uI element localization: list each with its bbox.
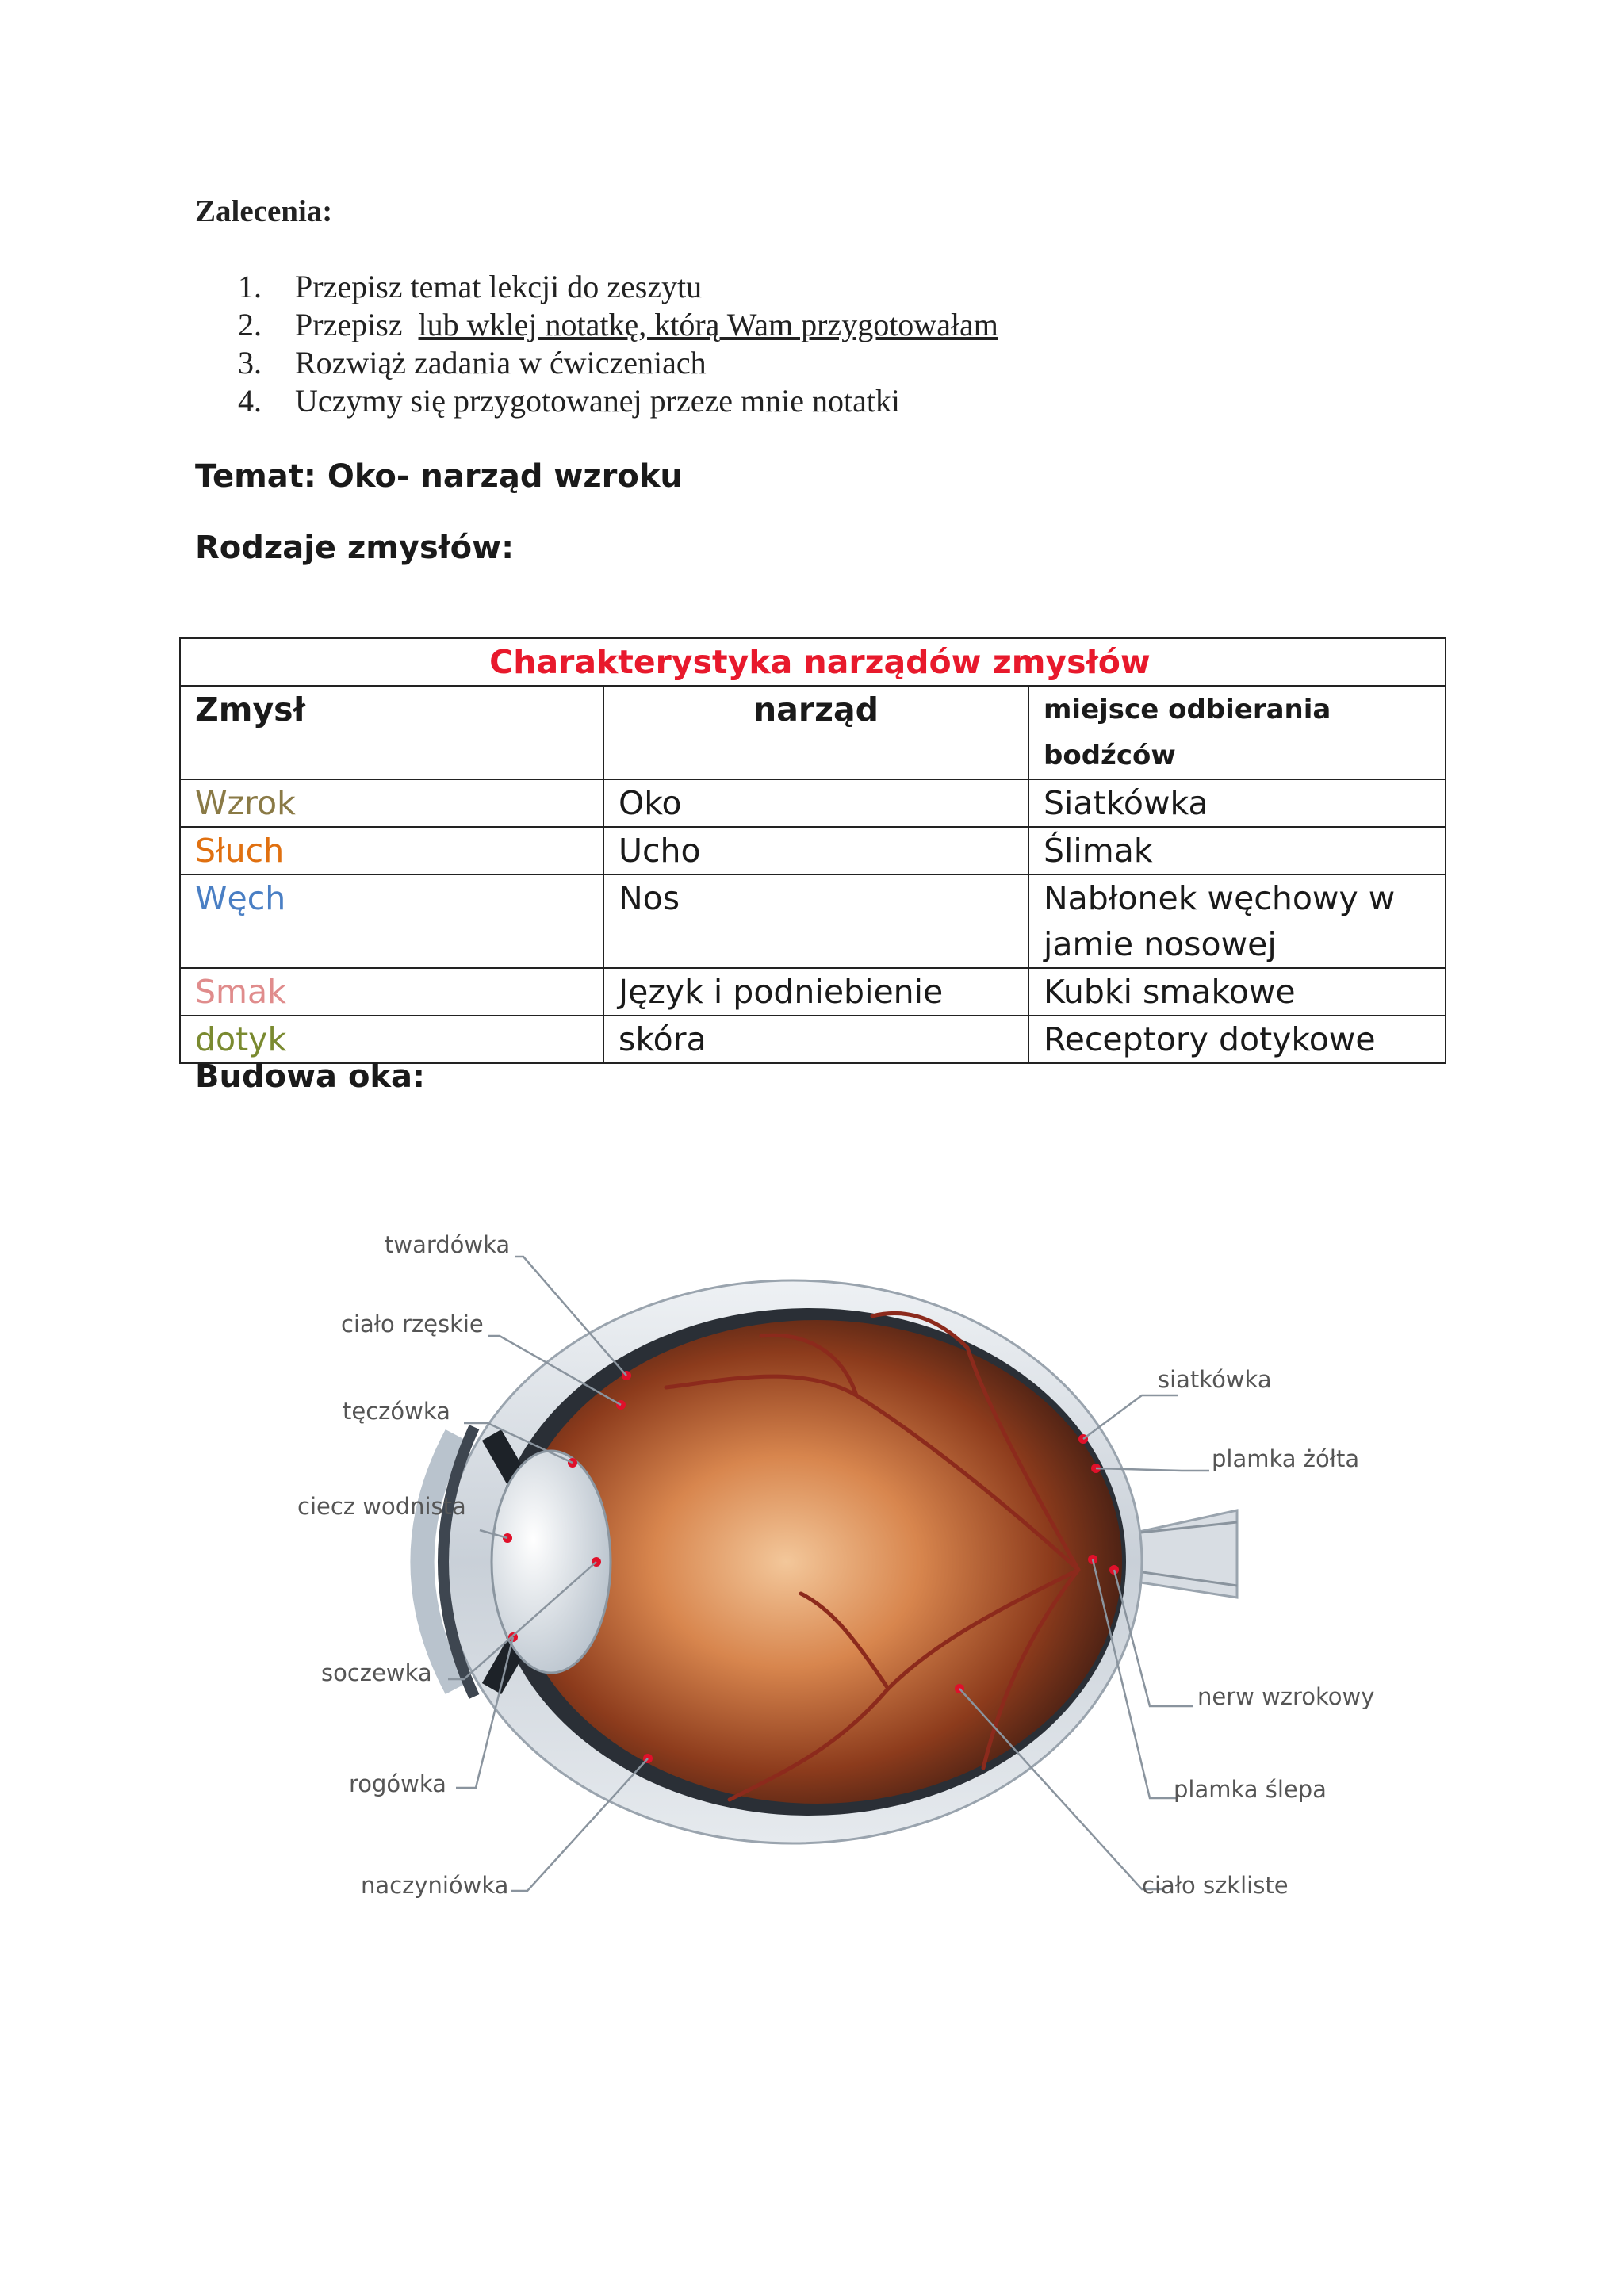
eye-diagram bbox=[285, 1197, 1396, 1911]
recommendations-title: Zalecenia: bbox=[195, 194, 333, 228]
cell-organ: Oko bbox=[603, 779, 1028, 827]
cell-sense: dotyk bbox=[180, 1016, 603, 1063]
cell-place: Kubki smakowe bbox=[1028, 968, 1446, 1016]
senses-table bbox=[179, 637, 1446, 1064]
list-number: 4. bbox=[238, 383, 262, 419]
header-sense: Zmysł bbox=[180, 686, 603, 779]
table-row bbox=[180, 827, 1446, 874]
label-teczowka: tęczówka bbox=[343, 1398, 450, 1425]
table-row bbox=[180, 1016, 1446, 1063]
label-siatkowka: siatkówka bbox=[1158, 1366, 1272, 1393]
label-naczyniowka: naczyniówka bbox=[361, 1872, 509, 1899]
table-caption-row bbox=[180, 638, 1446, 686]
label-plamka-zolta: plamka żółta bbox=[1212, 1445, 1360, 1472]
list-text: Rozwiąż zadania w ćwiczeniach bbox=[295, 345, 707, 381]
table-row bbox=[180, 779, 1446, 827]
list-number: 1. bbox=[238, 269, 262, 304]
table-header-row bbox=[180, 686, 1446, 779]
cell-place: Ślimak bbox=[1028, 827, 1446, 874]
list-text-underlined: lub wklej notatkę, którą Wam przygotowałam bbox=[418, 307, 998, 342]
list-item bbox=[238, 344, 998, 382]
cell-organ: Język i podniebienie bbox=[603, 968, 1028, 1016]
cell-place: Receptory dotykowe bbox=[1028, 1016, 1446, 1063]
label-nerw-wzrokowy: nerw wzrokowy bbox=[1197, 1683, 1375, 1710]
table-row bbox=[180, 874, 1446, 968]
label-soczewka: soczewka bbox=[321, 1659, 432, 1686]
cell-sense: Węch bbox=[180, 874, 603, 968]
list-number: 3. bbox=[238, 345, 262, 381]
list-text: Przepisz temat lekcji do zeszytu bbox=[295, 269, 703, 304]
label-twardowka: twardówka bbox=[385, 1231, 511, 1258]
list-text: Uczymy się przygotowanej przeze mnie notatki bbox=[295, 383, 901, 419]
cell-sense: Wzrok bbox=[180, 779, 603, 827]
label-plamka-slepa: plamka ślepa bbox=[1174, 1776, 1327, 1803]
list-item bbox=[238, 306, 998, 344]
list-number: 2. bbox=[238, 307, 262, 342]
list-text-plain: Przepisz bbox=[295, 307, 411, 342]
cell-sense: Słuch bbox=[180, 827, 603, 874]
senses-heading: Rodzaje zmysłów: bbox=[195, 530, 515, 566]
table-row bbox=[180, 968, 1446, 1016]
table-caption: Charakterystyka narządów zmysłów bbox=[180, 638, 1446, 686]
cell-place: Nabłonek węchowy w jamie nosowej bbox=[1028, 874, 1446, 968]
cell-sense: Smak bbox=[180, 968, 603, 1016]
label-cialo-szkliste: ciało szkliste bbox=[1142, 1872, 1289, 1899]
table-body bbox=[180, 779, 1446, 1063]
label-rogowka: rogówka bbox=[349, 1770, 446, 1797]
header-organ: narząd bbox=[603, 686, 1028, 779]
list-item bbox=[238, 268, 998, 306]
cell-organ: skóra bbox=[603, 1016, 1028, 1063]
label-ciecz-wodnista: ciecz wodnista bbox=[297, 1493, 466, 1520]
cell-place: Siatkówka bbox=[1028, 779, 1446, 827]
header-place: miejsce odbierania bodźców bbox=[1028, 686, 1446, 779]
eye-heading: Budowa oka: bbox=[195, 1058, 426, 1095]
list-item bbox=[238, 382, 998, 420]
topic-heading: Temat: Oko- narząd wzroku bbox=[195, 458, 683, 495]
cell-organ: Ucho bbox=[603, 827, 1028, 874]
cell-organ: Nos bbox=[603, 874, 1028, 968]
recommendations-list bbox=[238, 268, 998, 420]
label-cialo-rzeskie: ciało rzęskie bbox=[341, 1311, 484, 1337]
list-text bbox=[295, 306, 998, 344]
